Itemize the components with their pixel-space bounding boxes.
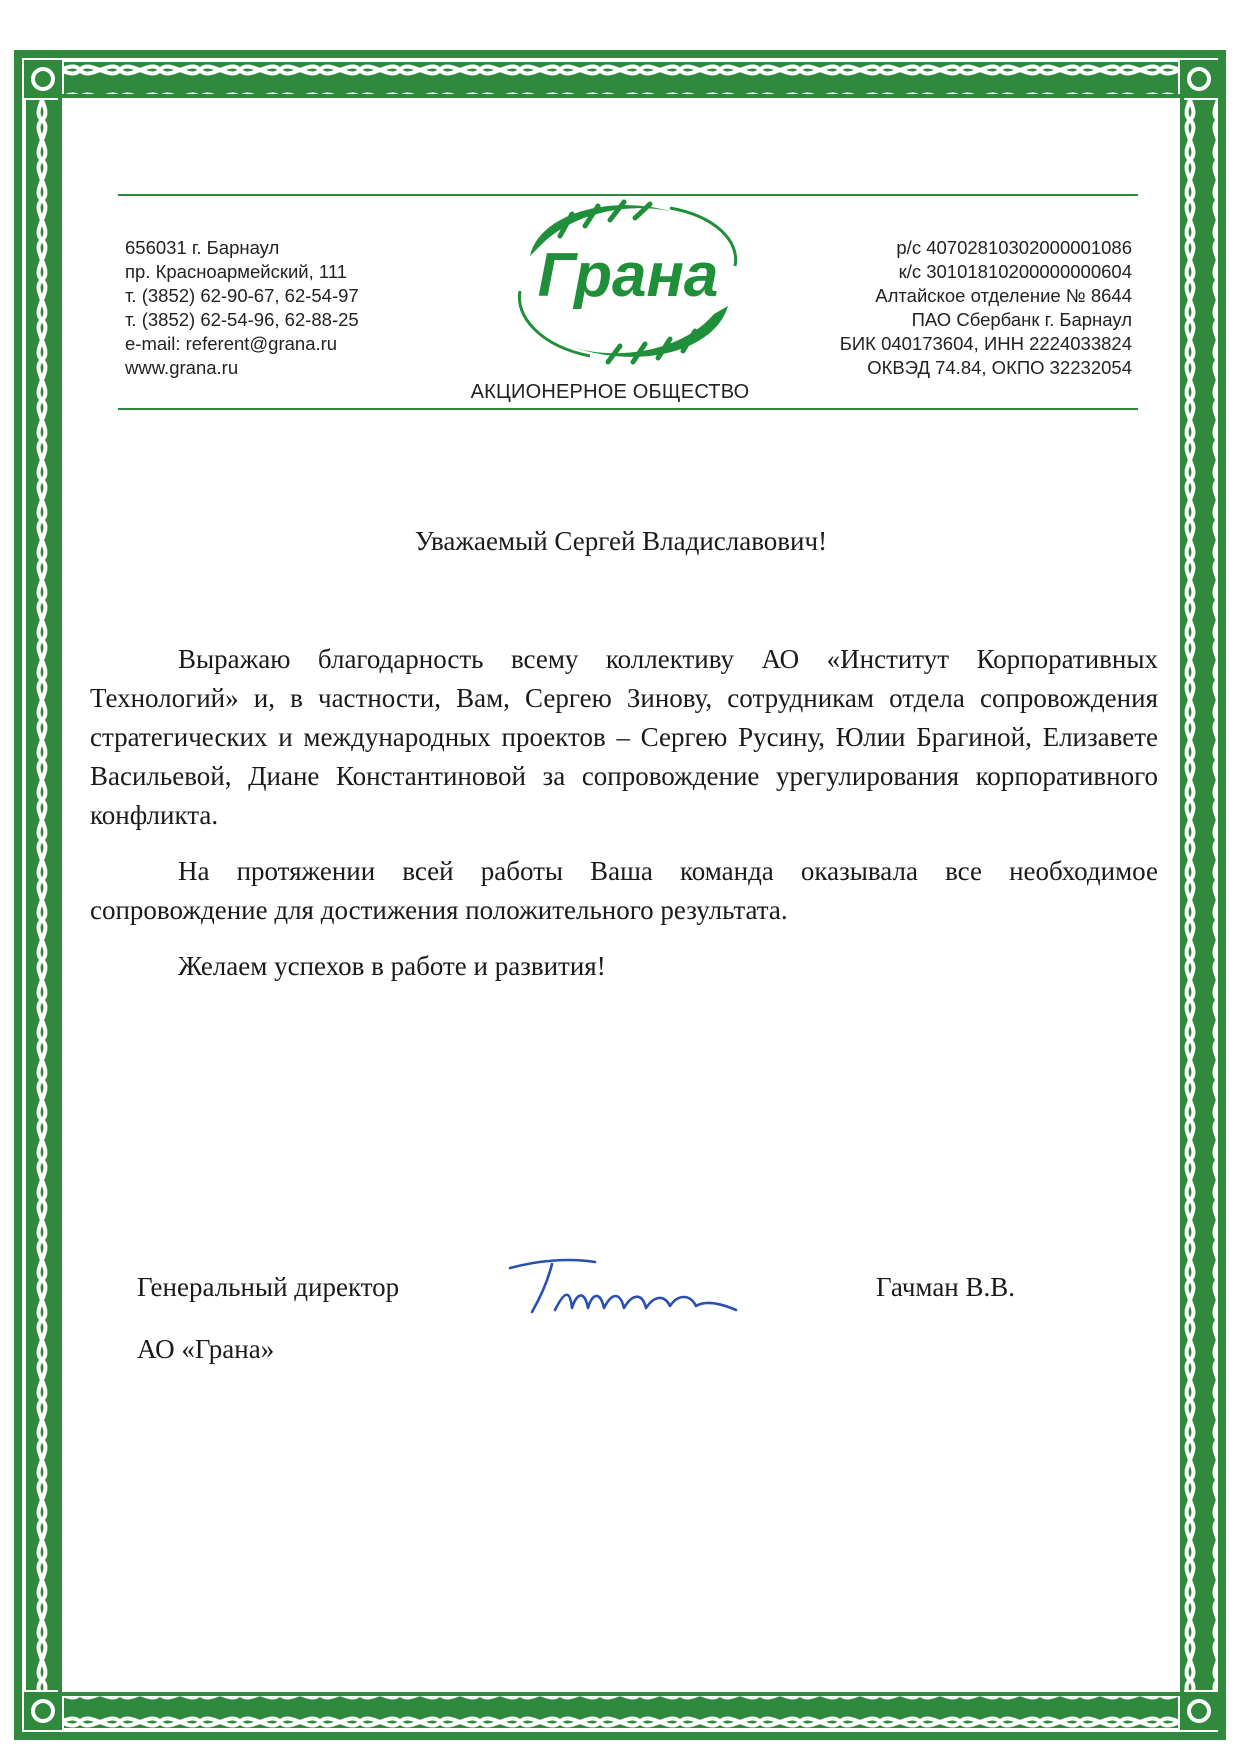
letter-paragraph: Желаем успехов в работе и развития! [178, 951, 606, 981]
okved-okpo: ОКВЭД 74.84, ОКПО 32232054 [867, 357, 1132, 378]
bik-inn: БИК 040173604, ИНН 2224033824 [839, 333, 1132, 354]
logo-wordmark: Грана [537, 241, 719, 310]
company-type: АКЦИОНЕРНОЕ ОБЩЕСТВО [470, 381, 750, 403]
letter-paragraph: На протяжении всей работы Ваша команда оказывала все необходимое сопровождение для достижения положительного результата. [90, 856, 1158, 925]
phone-line-2: т. (3852) 62-54-96, 62-88-25 [125, 309, 359, 330]
bank-details [840, 236, 1132, 380]
letter-body [90, 640, 1158, 986]
phone-line-1: т. (3852) 62-90-67, 62-54-97 [125, 285, 359, 306]
website-text: www.grana.ru [125, 357, 239, 378]
correspondent-account: к/с 30101810200000000604 [898, 261, 1132, 282]
signatory-role: Генеральный директор [137, 1272, 400, 1302]
address-street: пр. Красноармейский, 111 [125, 261, 348, 282]
handwritten-signature [500, 1250, 790, 1330]
signatory-name: Гачман В.В. [876, 1272, 1016, 1302]
header-bottom-rule [118, 408, 1138, 410]
bank-branch: Алтайское отделение № 8644 [875, 285, 1132, 306]
address-city: 656031 г. Барнаул [125, 237, 280, 258]
company-contacts [125, 236, 359, 380]
letter-greeting: Уважаемый Сергей Владиславович! [414, 526, 828, 556]
settlement-account: р/с 40702810302000001086 [896, 237, 1132, 258]
letter-paragraph: Выражаю благодарность всему коллективу АО «Институт Корпоративных Технологий» и, в частности, Вам, Сергею Зинову, сотрудникам отдела сопровождения стратегических и международных проектов – Сергею Русину, Юлии Брагиной, Елизавете Васильевой, Диане Константиновой за сопровождение урегулирования корпоративного конфликта. [90, 644, 1158, 830]
bank-name: ПАО Сбербанк г. Барнаул [911, 309, 1132, 330]
signatory-company: АО «Грана» [137, 1334, 275, 1364]
email-text: e-mail: referent@grana.ru [125, 333, 338, 354]
grana-logo [500, 196, 755, 371]
